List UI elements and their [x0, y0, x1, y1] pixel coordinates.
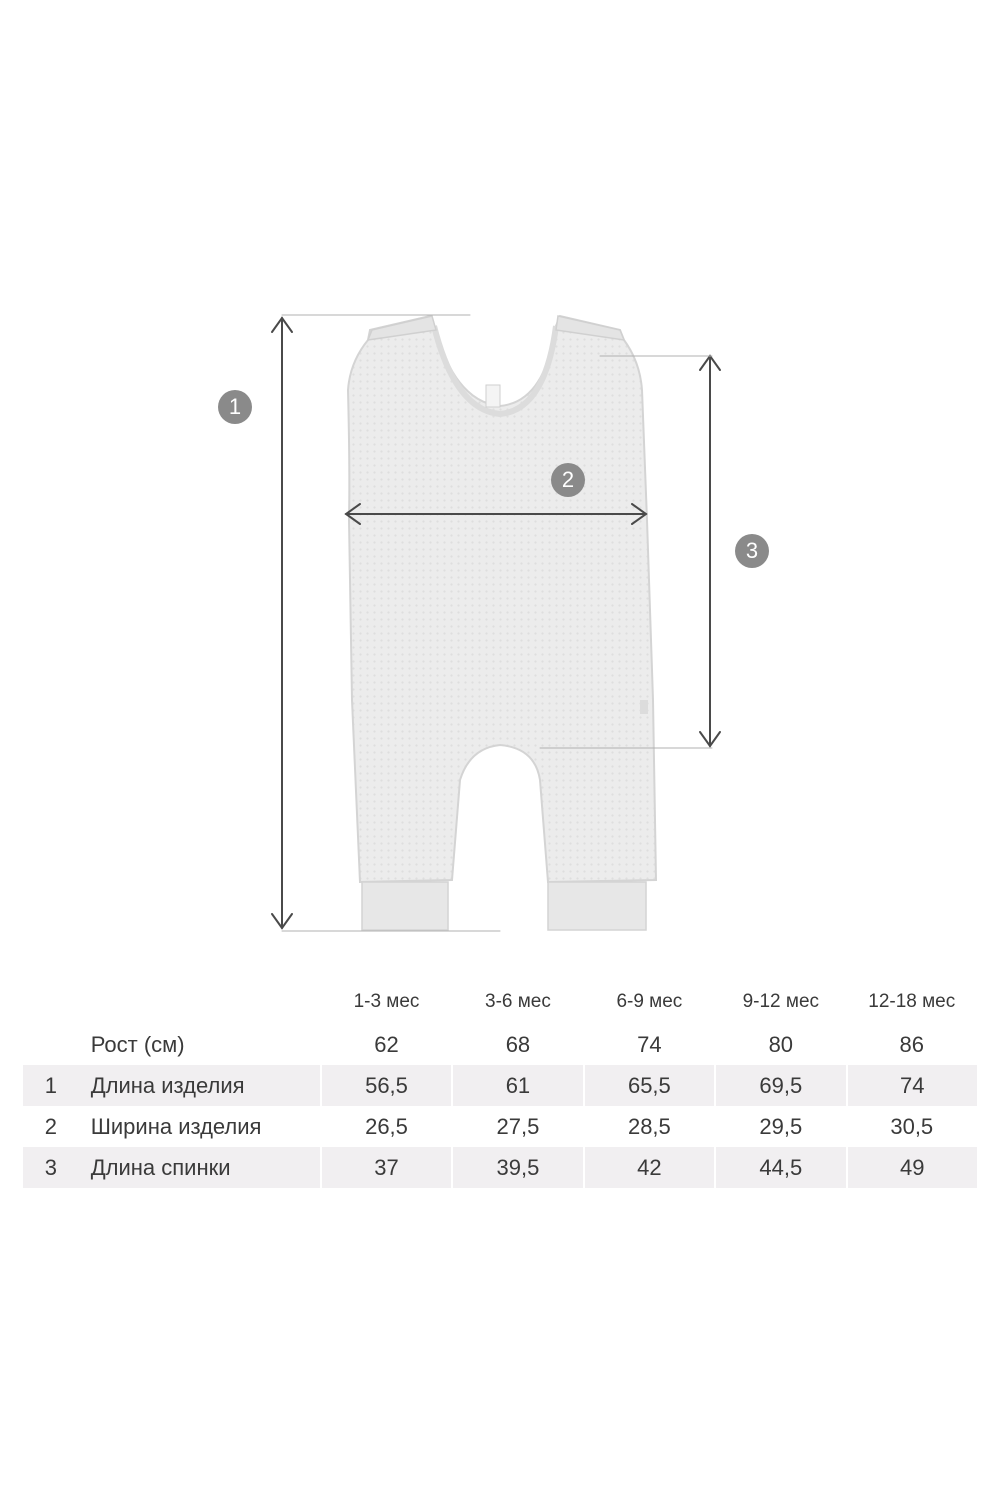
- cuff-left: [362, 882, 448, 930]
- header-blank-label: [79, 980, 321, 1024]
- table-cell: 27,5: [496, 1113, 540, 1139]
- column-header: 3-6 мес: [485, 991, 551, 1012]
- row-number: [23, 1024, 79, 1065]
- table-cell: 29,5: [759, 1113, 803, 1139]
- row-label: Длина спинки: [79, 1147, 321, 1188]
- column-header: 6-9 мес: [616, 991, 683, 1012]
- table-row: [23, 1065, 977, 1106]
- table-cell: 80: [768, 1031, 794, 1057]
- table-cell: 28,5: [627, 1113, 671, 1139]
- size-table: [23, 980, 977, 1188]
- table-cell: 61: [452, 1065, 583, 1106]
- row-number: 1: [23, 1065, 79, 1106]
- table-cell: 86: [899, 1031, 924, 1057]
- table-cell: 68: [505, 1031, 531, 1057]
- row-number: 3: [23, 1147, 79, 1188]
- neck-label-tag: [486, 385, 500, 407]
- table-row: [23, 1147, 977, 1188]
- table-cell: 69,5: [715, 1065, 846, 1106]
- row-label: Длина изделия: [79, 1065, 321, 1106]
- table-cell: 65,5: [584, 1065, 715, 1106]
- table-cell: 44,5: [715, 1147, 846, 1188]
- marker-3: 3: [735, 534, 769, 568]
- table-cell: 42: [584, 1147, 715, 1188]
- column-header: 9-12 мес: [742, 991, 820, 1012]
- table-row: [23, 1024, 977, 1065]
- table-cell: 39,5: [452, 1147, 583, 1188]
- table-header-row: [23, 980, 977, 1024]
- table-cell: 30,5: [890, 1113, 934, 1139]
- table-cell: 56,5: [321, 1065, 452, 1106]
- column-header: 12-18 мес: [868, 991, 956, 1012]
- table-cell: 37: [321, 1147, 452, 1188]
- row-label: Ширина изделия: [90, 1113, 262, 1139]
- side-label-tag: [640, 700, 648, 714]
- table-cell: 62: [374, 1031, 399, 1057]
- cuff-right: [548, 882, 646, 930]
- table-row: [23, 1106, 977, 1147]
- row-number: 2: [44, 1113, 57, 1139]
- marker-1: 1: [218, 390, 252, 424]
- table-cell: 49: [847, 1147, 977, 1188]
- header-blank: [23, 980, 79, 1024]
- table-cell: 74: [847, 1065, 977, 1106]
- romper-body: [348, 316, 656, 882]
- column-header: 1-3 мес: [353, 991, 420, 1012]
- marker-2: 2: [551, 463, 585, 497]
- row-label: Рост (см): [90, 1031, 185, 1057]
- table-cell: 26,5: [365, 1113, 408, 1139]
- table-cell: 74: [637, 1031, 662, 1057]
